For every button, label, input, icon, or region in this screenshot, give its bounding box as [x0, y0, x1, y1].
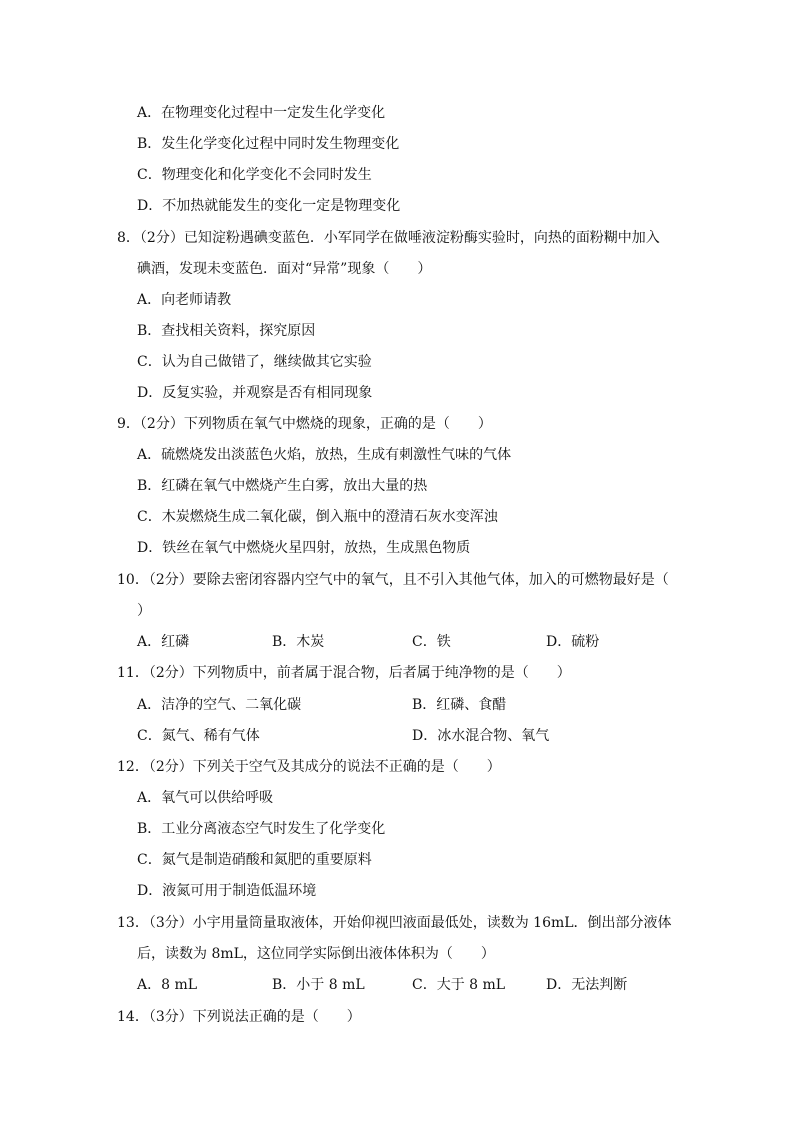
q13-stem-line1: 13．（3分）小宇用量筒量取液体，开始仰视凹液面最低处，读数为 16mL．倒出部分液体 [117, 915, 672, 931]
q13-option-b: B．小于 8 mL [272, 977, 365, 993]
q10-option-b: B．木炭 [272, 634, 325, 650]
q8-option-b: B．查找相关资料，探究原因 [137, 323, 316, 339]
q7-option-d: D．不加热就能发生的变化一定是物理变化 [137, 198, 401, 214]
q9-option-b: B．红磷在氧气中燃烧产生白雾，放出大量的热 [137, 478, 428, 494]
q13-option-d: D．无法判断 [546, 977, 628, 993]
q13-option-a: A．8 mL [137, 977, 198, 993]
q9-option-d: D．铁丝在氧气中燃烧火星四射，放热，生成黑色物质 [137, 540, 471, 556]
q11-option-c: C．氮气、稀有气体 [137, 728, 260, 744]
q9-stem: 9．（2分）下列物质在氧气中燃烧的现象，正确的是（ ） [117, 416, 492, 432]
q8-option-a: A．向老师请教 [137, 292, 232, 308]
q11-stem: 11．（2分）下列物质中，前者属于混合物，后者属于纯净物的是（ ） [117, 665, 571, 681]
q12-option-c: C．氮气是制造硝酸和氮肥的重要原料 [137, 852, 372, 868]
q8-option-c: C．认为自己做错了，继续做其它实验 [137, 354, 372, 370]
q12-stem: 12．（2分）下列关于空气及其成分的说法不正确的是（ ） [117, 759, 501, 775]
q11-option-a: A．洁净的空气、二氧化碳 [137, 697, 302, 713]
q11-option-d: D．冰水混合物、氧气 [412, 728, 550, 744]
q10-option-d: D．硫粉 [546, 634, 600, 650]
q9-option-a: A．硫燃烧发出淡蓝色火焰，放热，生成有刺激性气味的气体 [137, 447, 512, 463]
q12-option-a: A．氧气可以供给呼吸 [137, 790, 274, 806]
q8-stem-line2: 碘酒，发现未变蓝色．面对“异常”现象（ ） [137, 261, 432, 277]
q8-stem-line1: 8．（2分）已知淀粉遇碘变蓝色．小军同学在做唾液淀粉酶实验时，向热的面粉糊中加入 [117, 230, 660, 246]
q10-stem-line2: ） [137, 603, 151, 619]
q10-option-c: C．铁 [412, 634, 451, 650]
q13-stem-line2: 后，读数为 8mL，这位同学实际倒出液体体积为（ ） [137, 946, 495, 962]
q7-option-c: C．物理变化和化学变化不会同时发生 [137, 167, 372, 183]
q7-option-b: B．发生化学变化过程中同时发生物理变化 [137, 136, 400, 152]
q10-stem-line1: 10．（2分）要除去密闭容器内空气中的氧气，且不引入其他气体，加入的可燃物最好是（ [117, 572, 669, 588]
q8-option-d: D．反复实验，并观察是否有相同现象 [137, 385, 373, 401]
q11-option-b: B．红磷、食醋 [412, 697, 507, 713]
q7-option-a: A．在物理变化过程中一定发生化学变化 [137, 105, 386, 121]
q10-option-a: A．红磷 [137, 634, 190, 650]
q13-option-c: C．大于 8 mL [412, 977, 506, 993]
q12-option-d: D．液氮可用于制造低温环境 [137, 883, 317, 899]
q12-option-b: B．工业分离液态空气时发生了化学变化 [137, 821, 386, 837]
q14-stem: 14．（3分）下列说法正确的是（ ） [117, 1009, 361, 1025]
q9-option-c: C．木炭燃烧生成二氧化碳，倒入瓶中的澄清石灰水变浑浊 [137, 509, 498, 525]
